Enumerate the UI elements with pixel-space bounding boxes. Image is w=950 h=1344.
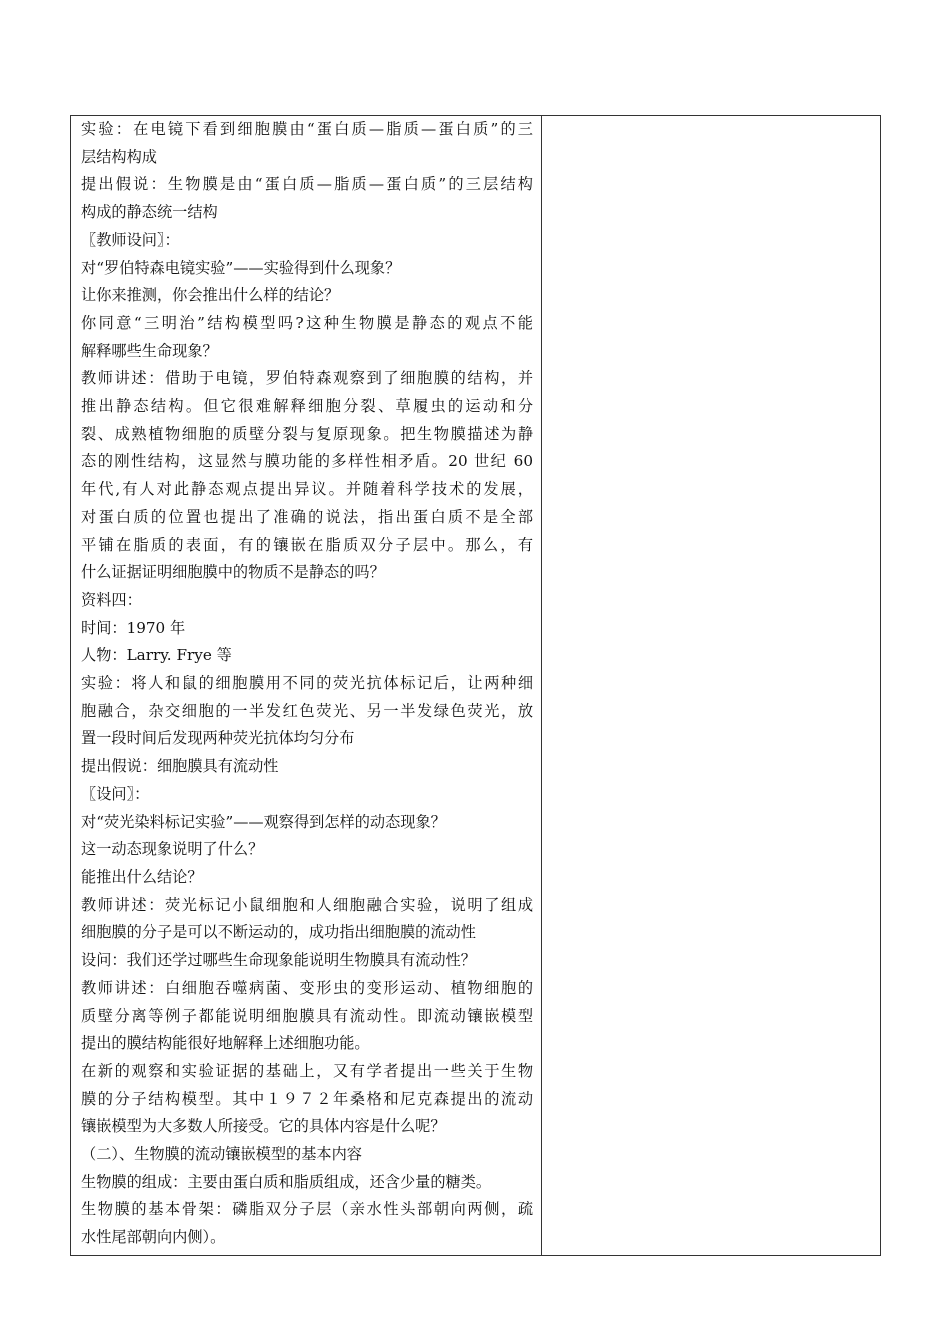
text-line: （二）、生物膜的流动镶嵌模型的基本内容 <box>81 1145 362 1164</box>
text-line: 实验：在电镜下看到细胞膜由“蛋白质—脂质—蛋白质”的三 <box>81 120 533 138</box>
text-line: 镶嵌模型为大多数人所接受。它的具体内容是什么呢？ <box>81 1117 446 1136</box>
text-line: 水性尾部朝向内侧）。 <box>81 1228 226 1247</box>
text-line: 教师讲述：荧光标记小鼠细胞和人细胞融合实验，说明了组成 <box>81 895 533 914</box>
text-line: 资料四： <box>81 590 142 609</box>
text-line: 提出的膜结构能很好地解释上述细胞功能。 <box>81 1034 370 1053</box>
text-line: 层结构构成 <box>81 147 157 166</box>
text-line: 生物膜的基本骨架：磷脂双分子层（亲水性头部朝向两侧，疏 <box>81 1200 533 1219</box>
text-line: 设问：我们还学过哪些生命现象能说明生物膜具有流动性？ <box>81 951 476 970</box>
text-line: 能推出什么结论？ <box>81 867 203 886</box>
notes-column <box>542 116 880 1255</box>
text-line: 构成的静态统一结构 <box>81 203 218 222</box>
text-line: 对蛋白质的位置也提出了准确的说法，指出蛋白质不是全部 <box>81 507 533 526</box>
text-line: 提出假说：生物膜是由“蛋白质—脂质—蛋白质”的三层结构 <box>81 175 533 194</box>
text-line: 解释哪些生命现象？ <box>81 341 218 360</box>
text-line: 细胞膜的分子是可以不断运动的，成功指出细胞膜的流动性 <box>81 923 476 942</box>
text-line: 态的刚性结构，这显然与膜功能的多样性相矛盾。20 世纪 60 <box>81 452 533 471</box>
text-line: 人物：Larry. Frye 等 <box>81 646 232 665</box>
text-line: 置一段时间后发现两种荧光抗体均匀分布 <box>81 729 355 748</box>
text-line: 在新的观察和实验证据的基础上，又有学者提出一些关于生物 <box>81 1061 533 1080</box>
text-line: 生物膜的组成：主要由蛋白质和脂质组成，还含少量的糖类。 <box>81 1172 492 1191</box>
text-line: 这一动态现象说明了什么？ <box>81 840 264 859</box>
text-line: 让你来推测，你会推出什么样的结论？ <box>81 286 340 305</box>
text-line: 质壁分离等例子都能说明细胞膜具有流动性。即流动镶嵌模型 <box>81 1006 533 1025</box>
text-line: 推出静态结构。但它很难解释细胞分裂、草履虫的运动和分 <box>81 397 533 416</box>
text-line: 教师讲述：白细胞吞噬病菌、变形虫的变形运动、植物细胞的 <box>81 978 533 997</box>
text-line: 裂、成熟植物细胞的质壁分裂与复原现象。把生物膜描述为静 <box>81 424 533 443</box>
text-line: 教师讲述：借助于电镜，罗伯特森观察到了细胞膜的结构，并 <box>81 369 533 388</box>
text-line: 平铺在脂质的表面，有的镶嵌在脂质双分子层中。那么，有 <box>81 535 533 554</box>
text-line: 提出假说：细胞膜具有流动性 <box>81 757 279 776</box>
text-line: 〖教师设问〗： <box>81 230 180 249</box>
text-line: 胞融合，杂交细胞的一半发红色荧光、另一半发绿色荧光，放 <box>81 701 533 720</box>
text-line: 对“罗伯特森电镜实验”——实验得到什么现象？ <box>81 258 401 277</box>
text-line: 年代,有人对此静态观点提出异议。并随着科学技术的发展， <box>81 480 533 499</box>
text-line: 膜的分子结构模型。其中１９７２年桑格和尼克森提出的流动 <box>81 1089 533 1108</box>
content-column <box>71 116 542 1255</box>
text-line: 〖设问〗： <box>81 784 150 803</box>
text-line: 时间：1970 年 <box>81 618 186 637</box>
lesson-table <box>70 115 881 1256</box>
text-line: 什么证据证明细胞膜中的物质不是静态的吗？ <box>81 563 385 582</box>
text-line: 你同意“三明治”结构模型吗?这种生物膜是静态的观点不能 <box>81 313 533 332</box>
text-line: 对“荧光染料标记实验”——观察得到怎样的动态现象？ <box>81 812 446 831</box>
text-line: 实验：将人和鼠的细胞膜用不同的荧光抗体标记后，让两种细 <box>81 674 533 693</box>
